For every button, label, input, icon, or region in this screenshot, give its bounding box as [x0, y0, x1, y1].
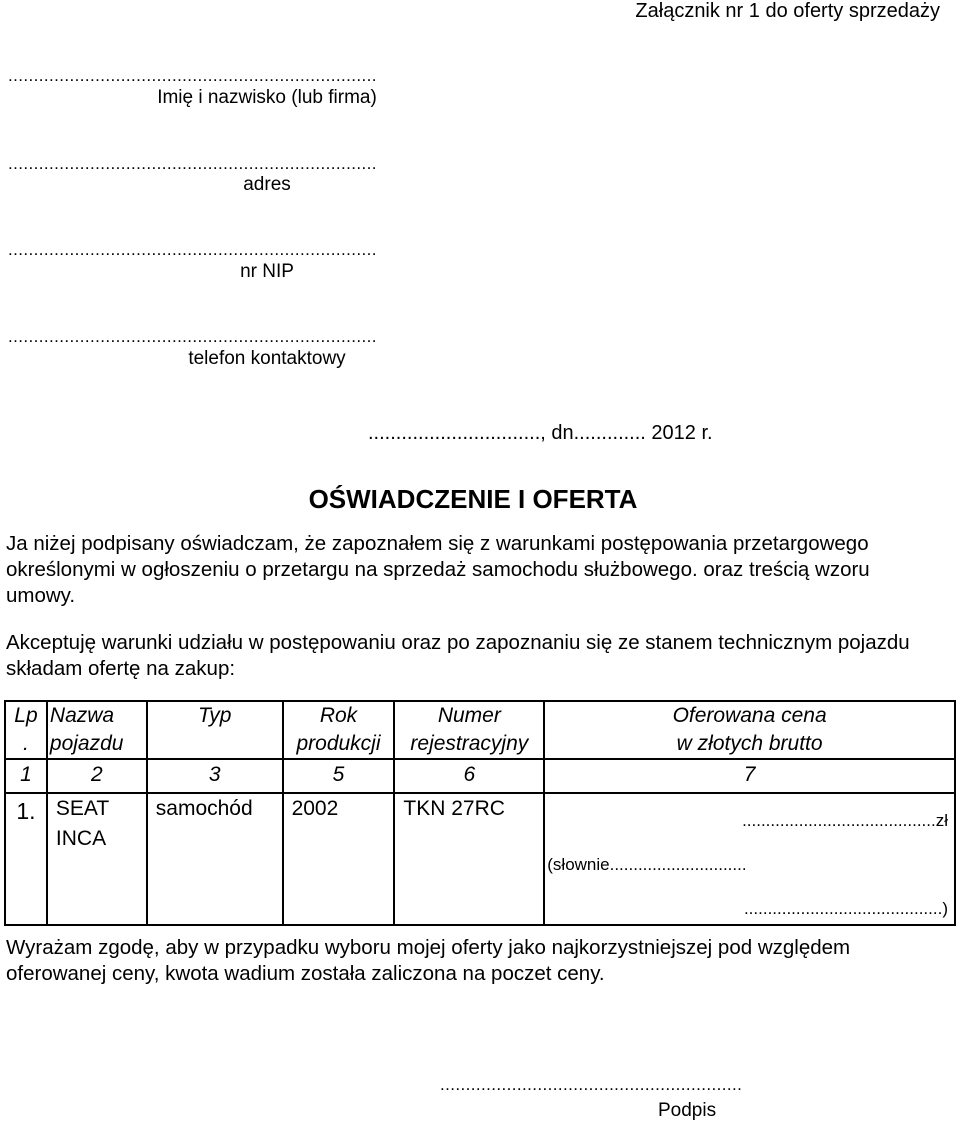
row-vehicle-name: SEAT INCA [47, 793, 147, 925]
col-number: 5 [283, 759, 395, 793]
header-lp: Lp . [5, 701, 47, 759]
row-year: 2002 [283, 793, 395, 925]
header-price: Oferowana cena w złotych brutto [544, 701, 955, 759]
phone-caption: telefon kontaktowy [188, 348, 346, 369]
col-number: 6 [394, 759, 544, 793]
address-caption: adres [243, 174, 291, 195]
row-lp: 1. [5, 793, 47, 925]
declaration-paragraph: Ja niżej podpisany oświadczam, że zapoznałem się z warunkami postępowania przetargowego określonymi w ogłoszeniu o przetargu na sprzedaż samochodu służbowego. oraz treścią wzoru umowy. [6, 532, 870, 607]
header-vehicle-name: Nazwa pojazdu [47, 701, 147, 759]
phone-dots: ........................................................................ [8, 327, 377, 346]
col-number: 7 [544, 759, 955, 793]
table-row [5, 793, 955, 925]
row-price-field[interactable] [544, 793, 955, 925]
document-title: OŚWIADCZENIE I OFERTA [308, 484, 638, 514]
consent-paragraph: Wyrażam zgodę, aby w przypadku wyboru mojej oferty jako najkorzystniejszej pod względem oferowanej ceny, kwota wadium została zaliczona na poczet ceny. [6, 936, 851, 985]
header-registration: Numer rejestracyjny [394, 701, 544, 759]
col-number: 3 [147, 759, 283, 793]
annex-label: Załącznik nr 1 do oferty sprzedaży [635, 0, 940, 22]
header-year: Rok produkcji [283, 701, 395, 759]
name-caption: Imię i nazwisko (lub firma) [157, 87, 377, 108]
price-amount-dots: .........................................zł [742, 811, 948, 830]
address-dots: ........................................................................ [8, 154, 377, 173]
acceptance-paragraph: Akceptuję warunki udziału w postępowaniu oraz po zapoznaniu się ze stanem technicznym pojazdu składam ofertę na zakup: [6, 631, 910, 680]
row-registration: TKN 27RC [394, 793, 544, 925]
nip-caption: nr NIP [240, 261, 294, 282]
table-header-row [5, 701, 955, 759]
col-number: 1 [5, 759, 47, 793]
offer-table [4, 700, 956, 926]
signature-label: Podpis [658, 1100, 717, 1121]
price-words-dots: (słownie............................. [547, 855, 747, 874]
nip-dots: ........................................................................ [8, 240, 377, 259]
col-number: 2 [47, 759, 147, 793]
signature-dots: ........................................................... [440, 1075, 743, 1094]
name-dots: ........................................................................ [8, 66, 377, 85]
date-line: ..............................., dn............. 2012 r. [368, 422, 713, 444]
table-number-row [5, 759, 955, 793]
header-type: Typ [147, 701, 283, 759]
price-words-dots-end: ..........................................) [743, 899, 948, 918]
row-type: samochód [147, 793, 283, 925]
